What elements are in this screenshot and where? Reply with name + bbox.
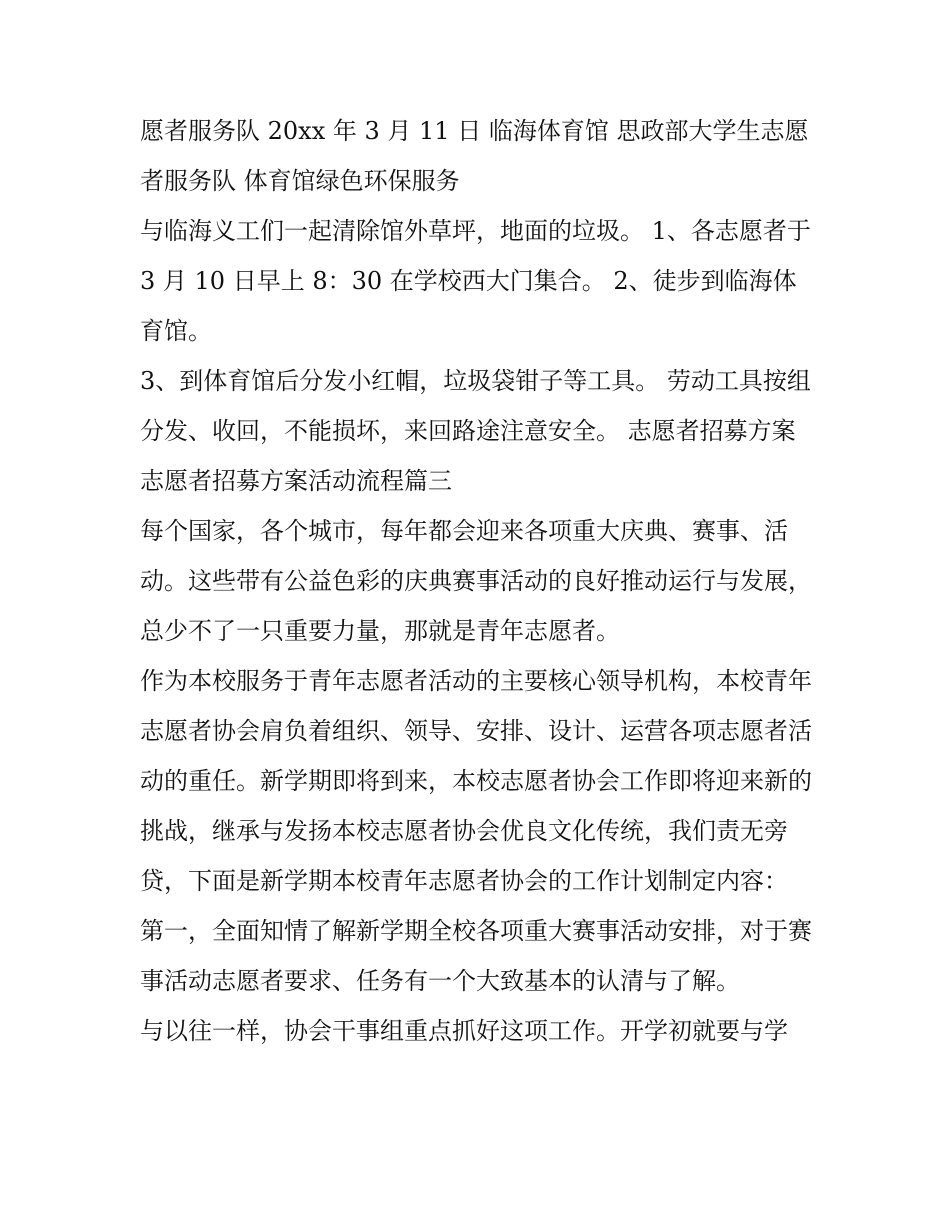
paragraph-2: 与临海义工们一起清除馆外草坪，地面的垃圾。 1、各志愿者于 3 月 10 日早上 8：30 在学校西大门集合。 2、徒步到临海体育馆。: [140, 217, 811, 345]
paragraph-4: 每个国家，各个城市，每年都会迎来各项重大庆典、赛事、活动。这些带有公益色彩的庆典赛事活动的良好推动运行与发展，总少不了一只重要力量，那就是青年志愿者。: [140, 517, 812, 645]
paragraph-5: 作为本校服务于青年志愿者活动的主要核心领导机构，本校青年志愿者协会肩负着组织、领导、安排、设计、运营各项志愿者活动的重任。新学期即将到来，本校志愿者协会工作即将迎来新的挑战，继承与发扬本校志愿者协会优良文化传统，我们责无旁贷，下面是新学期本校青年志愿者协会的工作计划制定内容：: [140, 667, 812, 895]
paragraph-1: 愿者服务队 20xx 年 3 月 11 日 临海体育馆 思政部大学生志愿者服务队 体育馆绿色环保服务: [140, 117, 809, 195]
paragraph-6: 第一，全面知情了解新学期全校各项重大赛事活动安排，对于赛事活动志愿者要求、任务有一个大致基本的认清与了解。: [140, 917, 812, 995]
paragraph-3: 3、到体育馆后分发小红帽，垃圾袋钳子等工具。 劳动工具按组分发、收回，不能损坏，来回路途注意安全。 志愿者招募方案 志愿者招募方案活动流程篇三: [140, 367, 811, 495]
paragraph-7: 与以往一样，协会干事组重点抓好这项工作。开学初就要与学: [140, 1017, 788, 1045]
document-body: [140, 106, 820, 1056]
